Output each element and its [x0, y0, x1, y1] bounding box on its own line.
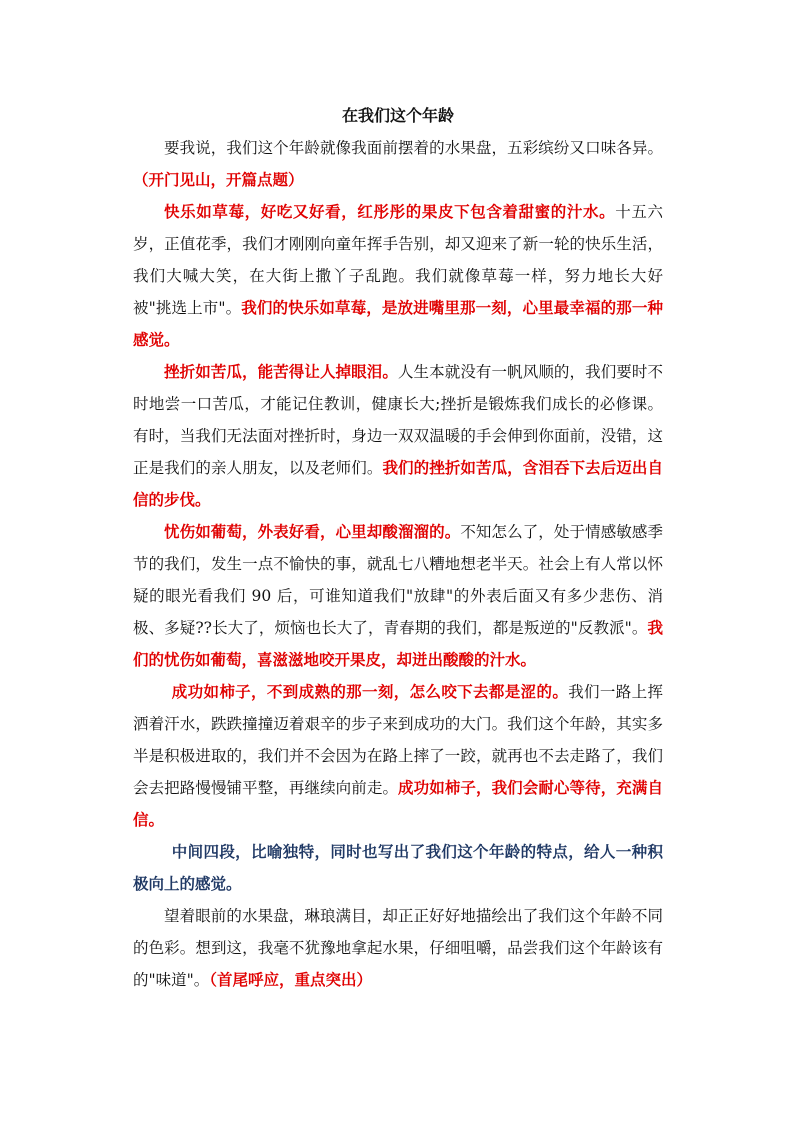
paragraph-happiness [133, 196, 663, 356]
commentary-text: 中间四段，比喻独特，同时也写出了我们这个年龄的特点，给人一种积极向上的感觉。 [133, 842, 663, 893]
setback-body: 人生本就没有一帆风顺的，我们要时不时地尝一口苦瓜，才能记住教训，健康长大;挫折是锻炼我们成长的必修课。有时，当我们无法面对挫折时，身边一双双温暖的手会伸到你面前，没错，这正是我们的亲人朋友，以及老师们。 [133, 363, 663, 477]
intro-text: 要我说，我们这个年龄就像我面前摆着的水果盘，五彩缤纷又口味各异。 [164, 139, 663, 157]
ending-text: 望着眼前的水果盘，琳琅满目，却正正好好地描绘出了我们这个年龄不同的色彩。想到这，我毫不犹豫地拿起水果，仔细咀嚼，品尝我们这个年龄该有的"味道"。 [133, 907, 663, 989]
sadness-conclusion: 我们的忧伤如葡萄，喜滋滋地咬开果皮，却迸出酸酸的汁水。 [133, 618, 663, 669]
setback-conclusion: 我们的挫折如苦瓜，含泪吞下去后迈出自信的步伐。 [133, 458, 663, 509]
sadness-lead: 忧伤如葡萄，外表好看，心里却酸溜溜的。 [164, 522, 461, 541]
sadness-body: 不知怎么了，处于情感敏感季节的我们，发生一点不愉快的事，就乱七八糟地想老半天。社会上有人常以怀疑的眼光看我们 90 后，可谁知道我们"放肆"的外表后面又有多少悲伤、消极、多疑??长大了，烦恼也长大了，青春期的我们，都是叛逆的"反教派"。 [133, 523, 663, 637]
ending-annotation: （首尾呼应，重点突出） [209, 970, 373, 989]
happiness-lead: 快乐如草莓，好吃又好看，红彤彤的果皮下包含着甜蜜的汁水。 [164, 202, 616, 221]
paragraph-ending [133, 900, 663, 996]
paragraph-sadness [133, 516, 663, 676]
paragraph-commentary [133, 836, 663, 900]
happiness-body: 十五六岁，正值花季，我们才刚刚向童年挥手告别，却又迎来了新一轮的快乐生活，我们大喊大笑，在大街上撒丫子乱跑。我们就像草莓一样，努力地长大好被"挑选上市"。 [133, 203, 663, 317]
paragraph-setback [133, 356, 663, 516]
success-lead: 成功如柿子，不到成熟的那一刻，怎么咬下去都是涩的。 [171, 682, 569, 701]
document-page [133, 100, 663, 996]
success-conclusion: 成功如柿子，我们会耐心等待，充满自信。 [133, 778, 663, 829]
paragraph-intro [133, 132, 663, 196]
happiness-conclusion: 我们的快乐如草莓，是放进嘴里那一刻，心里最幸福的那一种感觉。 [133, 298, 663, 349]
success-body: 我们一路上挥洒着汗水，跌跌撞撞迈着艰辛的步子来到成功的大门。我们这个年龄，其实多半是积极进取的，我们并不会因为在路上摔了一跤，就再也不去走路了，我们会去把路慢慢铺平整，再继续向前走。 [133, 683, 663, 797]
essay-title: 在我们这个年龄 [341, 106, 454, 125]
paragraph-success [133, 676, 663, 836]
intro-annotation: （开门见山，开篇点题） [133, 170, 304, 189]
setback-lead: 挫折如苦瓜，能苦得让人掉眼泪。 [164, 362, 398, 381]
